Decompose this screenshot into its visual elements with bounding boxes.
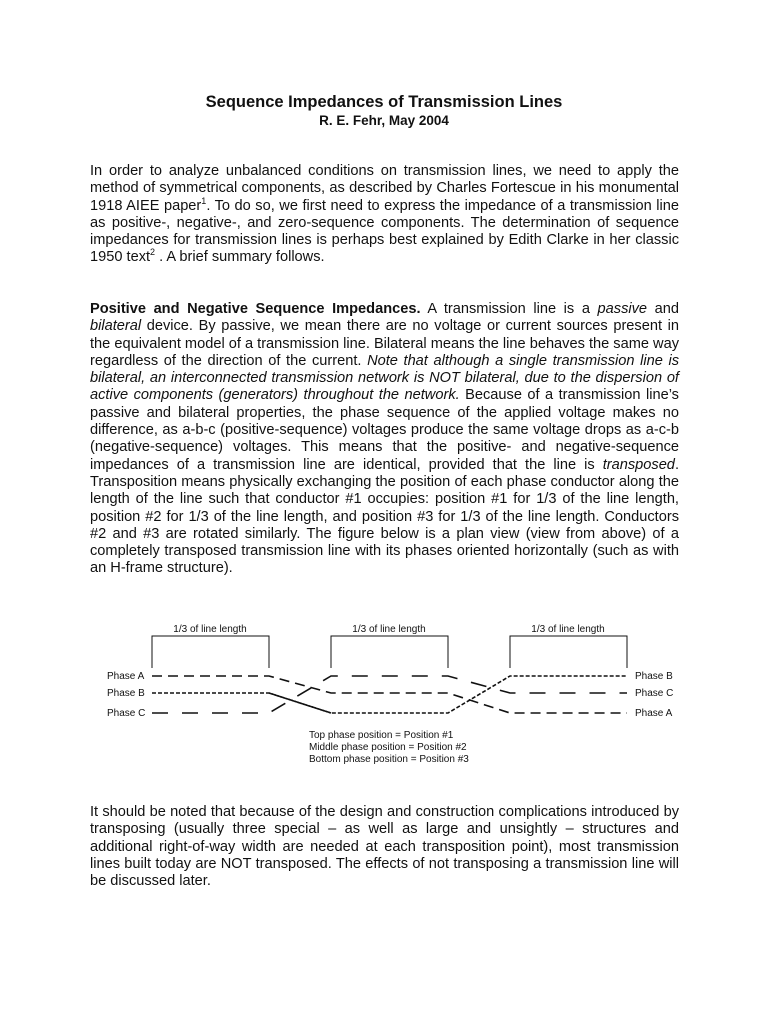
- phase-b-conductor: [152, 693, 331, 713]
- sequence-impedance-paragraph: [90, 301, 679, 578]
- closing-paragraph: It should be noted that because of the design and construction complications introduced by transposing (usually three special – as well as large and unsightly – structures and additional right-of-way width are needed at each transposition point), most transmission lines built today are NOT transposed. The effects of not transposing a transmission line will be discussed later.: [90, 804, 679, 890]
- segment-label: 1/3 of line length: [352, 624, 426, 635]
- left-phase-label: Phase A: [107, 671, 145, 682]
- body-text: and: [647, 301, 679, 317]
- phase-c-conductor: [152, 676, 627, 713]
- segment-bracket: [152, 636, 269, 668]
- emphasis-transposed: transposed: [602, 456, 675, 473]
- document-title: Sequence Impedances of Transmission Lines: [205, 93, 563, 111]
- intro-text: . To do so, we first need to express the impedance of a transmission line as positive-, negative-, and zero-sequence components. The determination of sequence impedances for transmission lines is perhaps best explained by Edith Clarke in her classic 1950 text: [90, 197, 679, 266]
- transposition-diagram: [0, 600, 768, 780]
- segment-label: 1/3 of line length: [531, 624, 605, 635]
- legend-line: Bottom phase position = Position #3: [309, 754, 469, 765]
- footnote-ref-1: 1: [201, 195, 207, 206]
- intro-text: In order to analyze unbalanced conditions on transmission lines, we need to apply the method of symmetrical components, as described by Charles Fortescue in his monumental 1918 AIEE paper: [90, 163, 679, 214]
- phase-b-conductor: [269, 676, 627, 713]
- emphasis-bilateral: bilateral: [90, 318, 142, 335]
- body-text: Because of a transmission line’s passive and bilateral properties, the phase sequence of the applied voltage makes no difference, as a-b-c (positive-sequence) voltages produce the same voltage drops as a-c-b (negative-sequence) voltages. This means that the positive- and negative-sequence impedances of a transmission line are identical, provided that the line is: [90, 387, 679, 473]
- author-line: R. E. Fehr, May 2004: [319, 113, 449, 128]
- segment-bracket: [331, 636, 448, 668]
- intro-text: . A brief summary follows.: [155, 249, 325, 266]
- emphasis-passive: passive: [597, 301, 648, 317]
- segment-label: 1/3 of line length: [173, 624, 247, 635]
- right-phase-label: Phase B: [635, 671, 673, 682]
- segment-bracket: [510, 636, 627, 668]
- footnote-ref-2: 2: [150, 247, 156, 258]
- phase-a-conductor: [152, 676, 627, 713]
- body-text: A transmission line is a: [420, 301, 598, 317]
- legend-line: Middle phase position = Position #2: [309, 742, 467, 753]
- left-phase-label: Phase C: [107, 708, 146, 719]
- section-heading: Positive and Negative Sequence Impedances.: [90, 301, 421, 317]
- right-phase-label: Phase C: [635, 688, 674, 699]
- legend-line: Top phase position = Position #1: [309, 730, 454, 741]
- segment-brackets: [152, 636, 627, 668]
- left-phase-label: Phase B: [107, 688, 145, 699]
- right-phase-label: Phase A: [635, 708, 673, 719]
- body-text: device. By passive, we mean there are no voltage or current sources present in the equivalent model of a transmission line. Bilateral means the line behaves the same way regardless of the direction of the current.: [90, 318, 679, 369]
- body-text: . Transposition means physically exchanging the position of each phase conductor along the length of the line such that conductor #1 occupies: position #1 for 1/3 of the line length, position #2 for 1/3 of the line length, and position #3 for 1/3 of the line length. Conductors #2 and #3 are rotated similarly. The figure below is a plan view (view from above) of a completely transposed transmission line with its phases oriented horizontally (such as with an H-frame structure).: [90, 456, 679, 577]
- italic-note: Note that although a single transmission line is bilateral, an interconnected transmission network is NOT bilateral, due to the dispersion of active components (generators) throughout the network.: [90, 352, 679, 404]
- intro-paragraph: [90, 163, 679, 267]
